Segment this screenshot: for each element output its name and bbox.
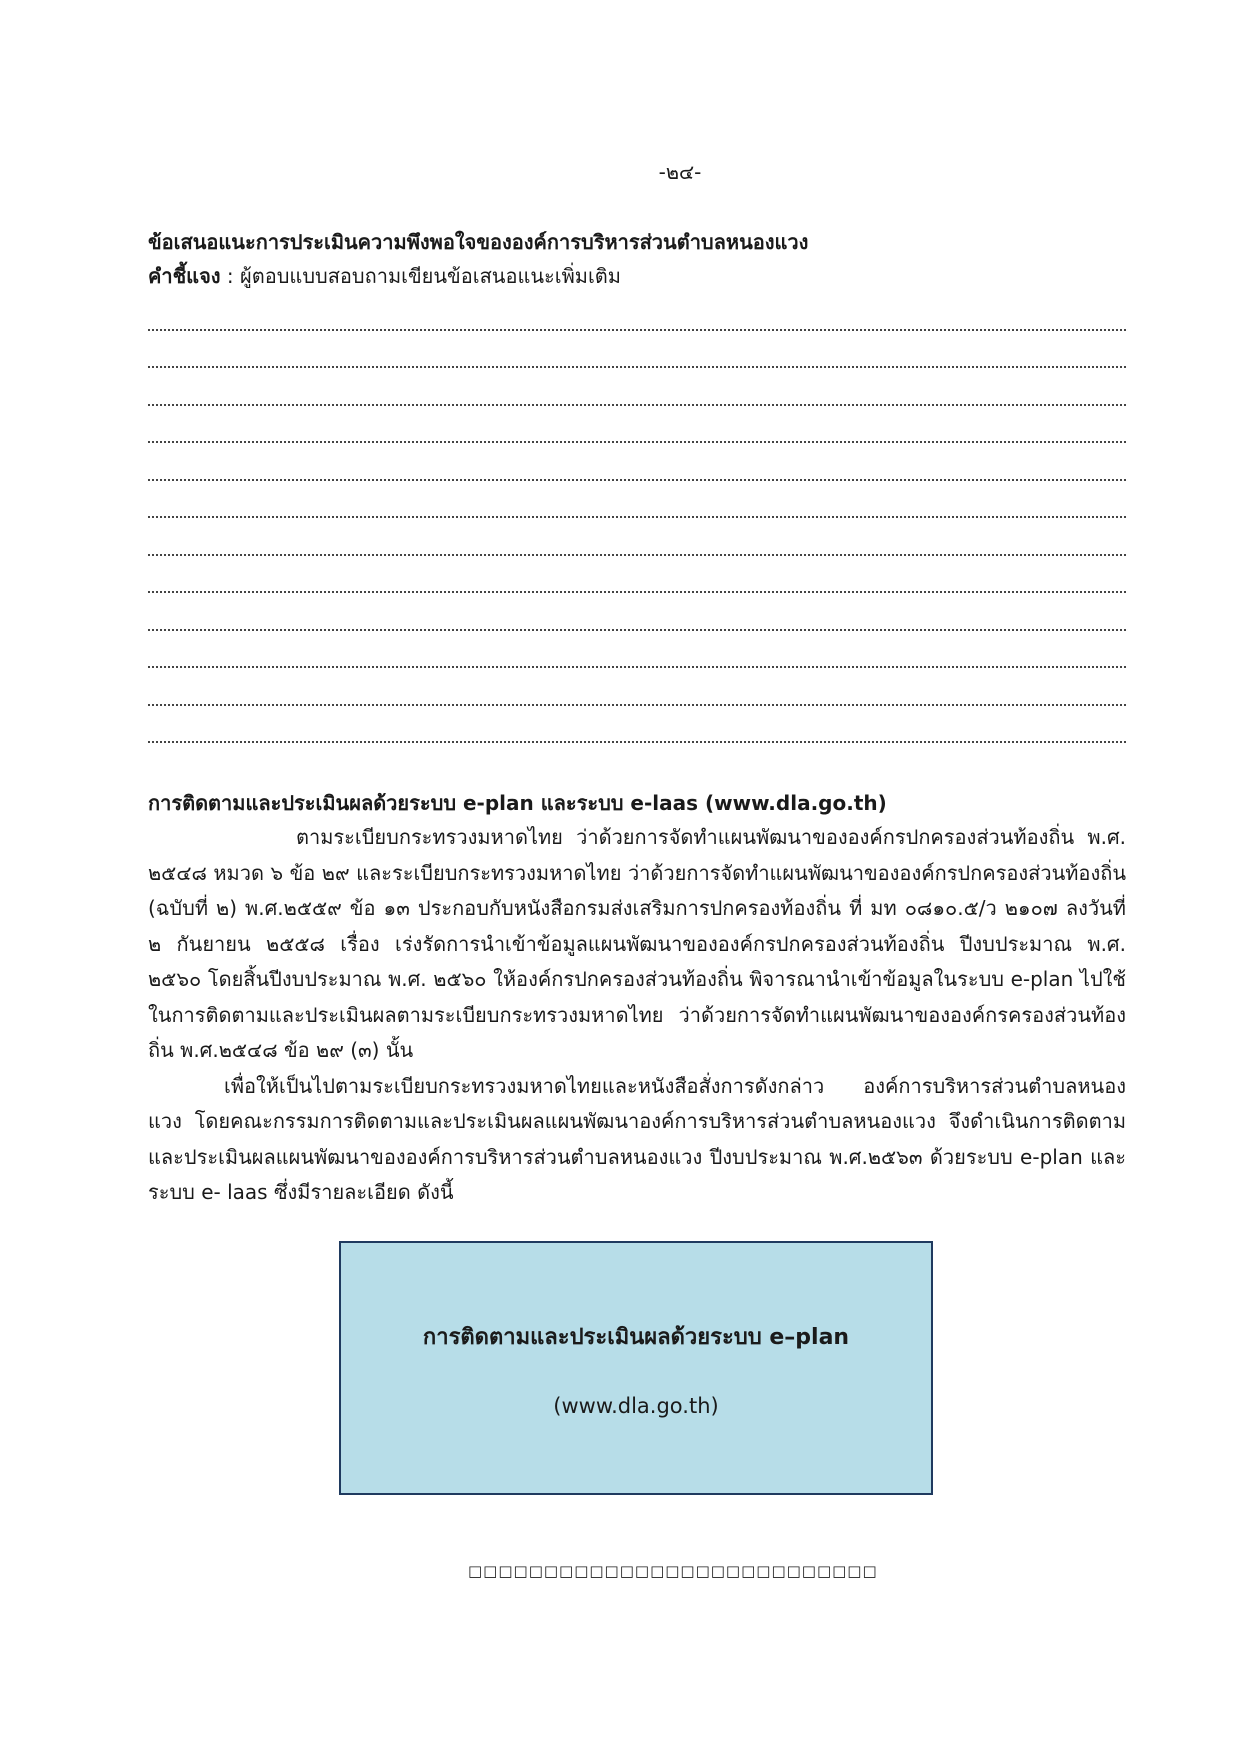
dotted-line (148, 406, 1126, 444)
monitoring-section (148, 786, 1126, 1211)
monitoring-heading: การติดตามและประเมินผลด้วยระบบ e-plan และระบบ e-laas (www.dla.go.th) (148, 791, 887, 815)
instruction-line (148, 259, 1126, 293)
dotted-line (148, 481, 1126, 519)
monitoring-paragraph-1: ตามระเบียบกระทรวงมหาดไทย ว่าด้วยการจัดทำแผนพัฒนาขององค์กรปกครองส่วนท้องถิ่น พ.ศ. ๒๕๔๘ หมวด ๖ ข้อ ๒๙ และระเบียบกระทรวงมหาดไทย ว่าด้วยการจัดทำแผนพัฒนาขององค์กรปกครองส่วนท้องถิ่น (ฉบับที่ ๒) พ.ศ.๒๕๕๙ ข้อ ๑๓ ประกอบกับหนังสือกรมส่งเสริมการปกครองท้องถิ่น ที่ มท ๐๘๑๐.๕/ว ๒๑๐๗ ลงวันที่ ๒ กันยายน ๒๕๕๘ เรื่อง เร่งรัดการนำเข้าข้อมูลแผนพัฒนาขององค์กรปกครองส่วนท้องถิ่น ปีงบประมาณ พ.ศ. ๒๕๖๐ โดยสิ้นปีงบประมาณ พ.ศ. ๒๕๖๐ ให้องค์กรปกครองส่วนท้องถิ่น พิจารณานำเข้าข้อมูลในระบบ e-plan ไปใช้ในการติดตามและประเมินผลตามระเบียบกระทรวงมหาดไทย ว่าด้วยการจัดทำแผนพัฒนาขององค์กรครองส่วนท้องถิ่น พ.ศ.๒๕๔๘ ข้อ ๒๙ (๓) นั้น (148, 825, 1126, 1062)
dotted-line (148, 593, 1126, 631)
suggestion-dotted-lines (148, 293, 1126, 743)
monitoring-paragraph-2: เพื่อให้เป็นไปตามระเบียบกระทรวงมหาดไทยและหนังสือสั่งการดังกล่าว องค์การบริหารส่วนตำบลหนองแวง โดยคณะกรรมการติดตามและประเมินผลแผนพัฒนาองค์การบริหารส่วนตำบลหนองแวง จึงดำเนินการติดตามและประเมินผลแผนพัฒนาขององค์การบริหารส่วนตำบลหนองแวง ปีงบประมาณ พ.ศ.๒๕๖๓ ด้วยระบบ e-plan และระบบ e- laas ซึ่งมีรายละเอียด ดังนี้ (148, 1073, 1126, 1204)
footer-marks: □□□□□□□□□□□□□□□□□□□□□□□□□□□ (468, 1562, 878, 1580)
dotted-line (148, 668, 1126, 706)
dotted-line (148, 518, 1126, 556)
dotted-line (148, 706, 1126, 744)
callout-url: (www.dla.go.th) (553, 1393, 719, 1418)
suggestion-section (148, 225, 1126, 743)
instruction-label: คำชี้แจง (148, 264, 221, 288)
callout-title: การติดตามและประเมินผลด้วยระบบ e–plan (422, 1324, 850, 1350)
dotted-line (148, 368, 1126, 406)
page-number: -๒๔- (658, 160, 702, 184)
dotted-line (148, 293, 1126, 331)
dotted-line (148, 443, 1126, 481)
instruction-text: : ผู้ตอบแบบสอบถามเขียนข้อเสนอแนะเพิ่มเติม (220, 264, 621, 288)
dotted-line (148, 331, 1126, 369)
dotted-line (148, 556, 1126, 594)
dotted-line (148, 631, 1126, 669)
suggestion-heading: ข้อเสนอแนะการประเมินความพึงพอใจขององค์การบริหารส่วนตำบลหนองแวง (148, 230, 809, 254)
eplan-callout-box (339, 1241, 933, 1495)
